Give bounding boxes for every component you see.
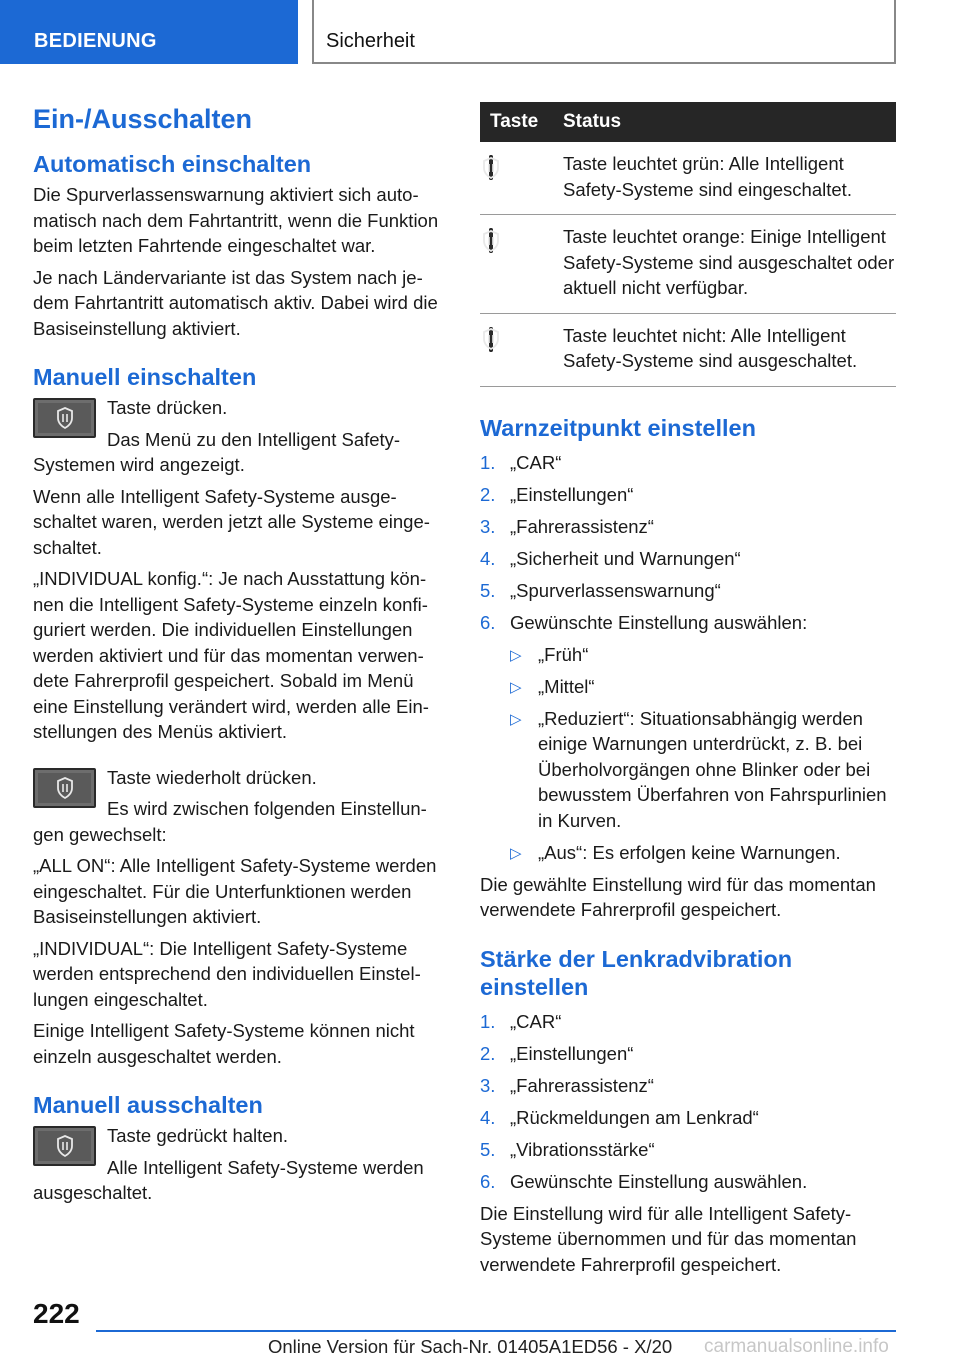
table-row (480, 142, 896, 215)
step-text: Gewünschte Einstellung auswählen. (510, 1170, 808, 1192)
step-text: „CAR“ (510, 1010, 562, 1032)
warn-steps (480, 450, 896, 636)
footer-text: Online Version für Sach-Nr. 01405A1ED56 - X/20 (268, 1336, 673, 1357)
triangle-bullet-icon: ▷ (510, 678, 522, 696)
manual-off-step-1: Taste gedrückt halten. (107, 1125, 288, 1146)
step-number: 5. (480, 579, 496, 601)
intelligent-safety-button-icon (489, 228, 493, 253)
triangle-bullet-icon: ▷ (510, 844, 522, 862)
list-item (480, 1009, 896, 1035)
intelligent-safety-button-icon (33, 1126, 96, 1166)
right-column (480, 102, 896, 1283)
step-text: „Rückmeldungen am Lenkrad“ (510, 1106, 759, 1128)
step-number: 3. (480, 515, 496, 537)
table-header-status: Status (563, 102, 896, 142)
table-cell-status: Taste leuchtet nicht: Alle Intelligent Safety-Systeme sind ausgeschaltet. (563, 313, 896, 386)
vibration-steps (480, 1009, 896, 1195)
step-number: 1. (480, 451, 496, 473)
option-text: „Früh“ (538, 643, 589, 665)
list-item (480, 1137, 896, 1163)
option-text: „Reduziert“: Situationsabhängig werden einige Warnungen unterdrückt, z. B. bei Überholvorgängen ohne Blinker oder bei bewusstem Überfahren von Fahrspurlinien in Kurven. (538, 707, 887, 831)
intelligent-safety-button-icon (489, 327, 493, 352)
manual-on-text-2: „INDIVIDUAL konfig.“: Je nach Ausstattung können die Intelligent Safety-Systeme einzeln konfiguriert werden. Die individuellen Einstellungen werden aktiviert und für das momentan verwendete Fahrerprofil gespeichert. Sobald im Menü eine Einstellung verändert wird, werden alle Einstellungen des Menüs aktiviert. (33, 568, 429, 742)
manual-on-text-4: „INDIVIDUAL“: Die Intelligent Safety-Systeme werden entsprechend den individuellen Einstellungen eingeschaltet. (33, 937, 421, 1010)
list-item (480, 546, 896, 572)
list-item (480, 1073, 896, 1099)
page-number: 222 (33, 1298, 80, 1329)
manual-on-step-2: Das Menü zu den Intelligent Safety-Systemen wird angezeigt. (33, 428, 401, 475)
list-item (510, 642, 896, 668)
header-title: Sicherheit (312, 0, 896, 64)
step-text: „Vibrationsstärke“ (510, 1138, 655, 1160)
list-item (480, 610, 896, 636)
step-text: „Sicherheit und Warnungen“ (510, 547, 741, 569)
list-item (480, 482, 896, 508)
manual-on-text-1: Wenn alle Intelligent Safety-Systeme ausgeschaltet waren, werden jetzt alle Systeme eingeschaltet. (33, 485, 430, 558)
manual-on-step-4: Es wird zwischen folgenden Einstellungen gewechselt: (33, 798, 427, 845)
footer-divider (96, 1330, 896, 1332)
vibration-note: Die Einstellung wird für alle Intelligent Safety-Systeme übernommen und für das momentan verwendete Fahrerprofil gespeichert. (480, 1202, 857, 1275)
manual-off-heading: Manuell ausschalten (33, 1092, 263, 1118)
table-header-row (480, 102, 896, 142)
step-number: 6. (480, 611, 496, 633)
list-item (480, 514, 896, 540)
step-text: „Einstellungen“ (510, 483, 634, 505)
list-item (510, 840, 896, 866)
intelligent-safety-button-icon (33, 768, 96, 808)
intelligent-safety-button-icon (489, 155, 493, 180)
intelligent-safety-button-icon (33, 398, 96, 438)
vibration-heading: Stärke der Lenkradvibration einstellen (480, 945, 793, 1000)
manual-on-text-5: Einige Intelligent Safety-Systeme können nicht einzeln ausgeschaltet werden. (33, 1020, 415, 1067)
list-item (480, 1105, 896, 1131)
manual-on-text-3: „ALL ON“: Alle Intelligent Safety-Systeme werden eingeschaltet. Für die Unterfunktionen werden Basiseinstellungen aktiviert. (33, 855, 437, 927)
status-table (480, 102, 896, 387)
step-number: 5. (480, 1138, 496, 1160)
manual-off-step-2: Alle Intelligent Safety-Systeme werden ausgeschaltet. (33, 1156, 424, 1203)
left-column (33, 102, 439, 1212)
step-text: „Spurverlassenswarnung“ (510, 579, 721, 601)
step-number: 3. (480, 1074, 496, 1096)
list-item (480, 578, 896, 604)
step-text: „Fahrerassistenz“ (510, 1074, 654, 1096)
watermark: carmanualsonline.info (704, 1336, 889, 1357)
list-item (510, 674, 896, 700)
option-text: „Aus“: Es erfolgen keine Warnungen. (538, 841, 841, 863)
auto-on-heading: Automatisch einschalten (33, 151, 312, 177)
step-text: Gewünschte Einstellung auswählen: (510, 611, 808, 633)
manual-on-step-1: Taste drücken. (107, 397, 228, 418)
warn-note: Die gewählte Einstellung wird für das momentan verwendete Fahrerprofil gespeichert. (480, 873, 876, 920)
table-header-key: Taste (480, 102, 563, 142)
main-heading: Ein-/Ausschalten (33, 104, 253, 134)
list-item (510, 706, 896, 834)
step-number: 4. (480, 547, 496, 569)
table-row (480, 215, 896, 314)
option-text: „Mittel“ (538, 675, 595, 697)
list-item (480, 450, 896, 476)
step-text: „Fahrerassistenz“ (510, 515, 654, 537)
step-number: 1. (480, 1010, 496, 1032)
auto-on-text-2: Je nach Ländervariante ist das System nach jedem Fahrtantritt automatisch aktiv. Dabei wird die Basiseinstellung aktiviert. (33, 266, 438, 339)
step-number: 4. (480, 1106, 496, 1128)
step-text: „Einstellungen“ (510, 1042, 634, 1064)
header-section: BEDIENUNG (0, 0, 298, 64)
step-number: 6. (480, 1170, 496, 1192)
list-item (480, 1041, 896, 1067)
triangle-bullet-icon: ▷ (510, 710, 522, 728)
step-number: 2. (480, 1042, 496, 1064)
step-text: „CAR“ (510, 451, 562, 473)
list-item (480, 1169, 896, 1195)
warn-options (510, 642, 896, 866)
step-number: 2. (480, 483, 496, 505)
table-cell-status: Taste leuchtet grün: Alle Intelligent Safety-Systeme sind eingeschaltet. (563, 142, 896, 215)
table-cell-status: Taste leuchtet orange: Einige Intelligent Safety-Systeme sind ausgeschaltet oder aktuell nicht verfügbar. (563, 215, 896, 314)
triangle-bullet-icon: ▷ (510, 646, 522, 664)
auto-on-text-1: Die Spurverlassenswarnung aktiviert sich automatisch nach dem Fahrtantritt, wenn die Funktion beim letzten Fahrtende eingeschaltet war. (33, 184, 439, 256)
table-row (480, 313, 896, 386)
manual-on-step-3: Taste wiederholt drücken. (107, 766, 317, 788)
manual-on-heading: Manuell einschalten (33, 364, 257, 390)
warn-heading: Warnzeitpunkt einstellen (480, 414, 756, 441)
